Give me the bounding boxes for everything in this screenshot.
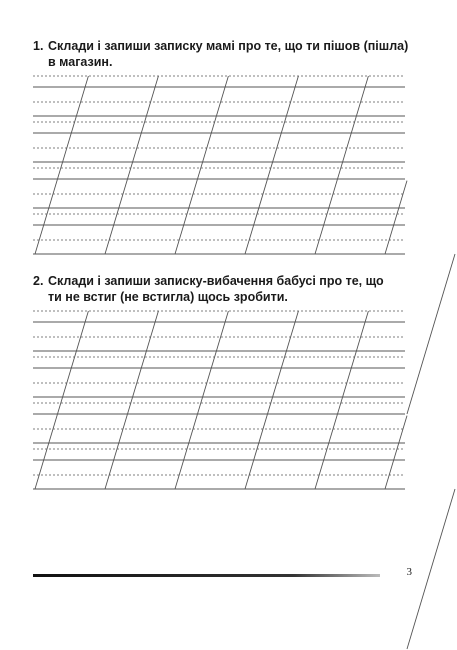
page-number: 3 [406, 566, 412, 578]
task-1-line-2: в магазин. [48, 55, 113, 69]
task-1-line-1: Склади і запиши записку мамі про те, що ти пішов (пішла) [48, 39, 409, 53]
task-2-line-2: ти не встиг (не встигла) щось зробити. [48, 290, 288, 304]
task-2-slant-0 [35, 311, 88, 489]
task-2-slant-3 [245, 311, 298, 489]
task-1-number: 1. [33, 39, 44, 53]
task-2-number: 2. [33, 274, 44, 288]
task-2-slant-2 [175, 311, 228, 489]
task-2-slant-4 [315, 311, 368, 489]
task-2-slant-1 [105, 311, 158, 489]
footer-rule [33, 574, 380, 578]
task-2-slant-5 [385, 416, 407, 489]
task-2-line-1: Склади і запиши записку-вибачення бабусі про те, що [48, 274, 384, 288]
task-2-slant-6 [407, 489, 455, 649]
